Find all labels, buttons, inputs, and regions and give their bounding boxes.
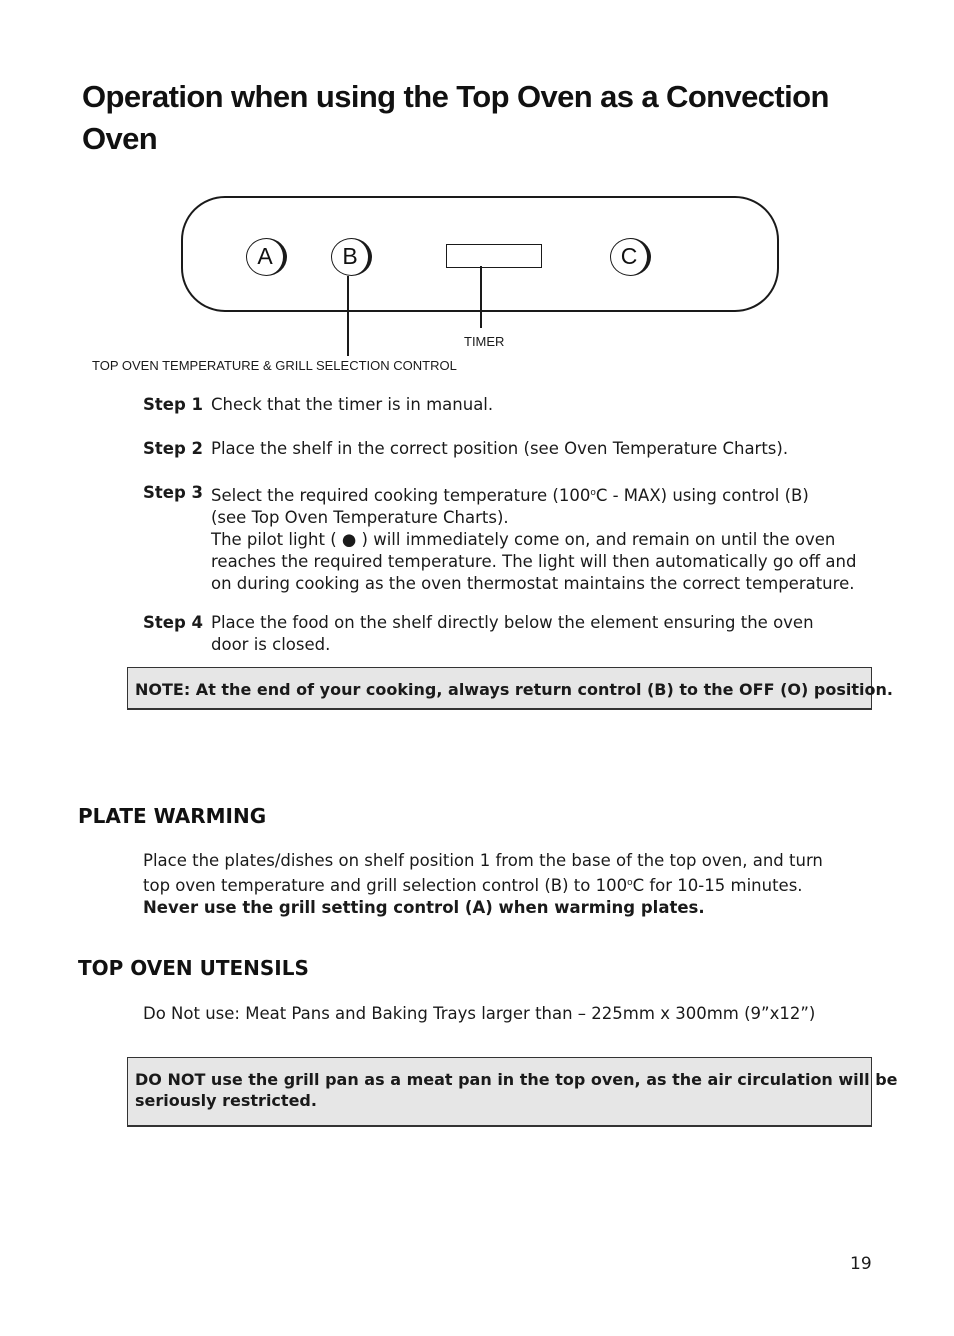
- plate-warming-heading: PLATE WARMING: [78, 804, 267, 828]
- warning-text: seriously restricted.: [135, 1091, 317, 1110]
- step-line: reaches the required temperature. The light will then automatically go off and: [211, 552, 857, 571]
- step-line: Place the shelf in the correct position (see Oven Temperature Charts).: [211, 439, 789, 458]
- step-text: [211, 612, 861, 656]
- degree-sign: o: [590, 488, 596, 498]
- timer-label: TIMER: [464, 334, 505, 349]
- step-line: The pilot light ( ● ) will immediately come on, and remain on until the oven: [211, 530, 836, 549]
- step-label: Step 1: [143, 395, 203, 414]
- step-line: [211, 482, 861, 507]
- degree-sign: o: [627, 878, 633, 888]
- warning-text: DO NOT use the grill pan as a meat pan in the top oven, as the air circulation will be: [135, 1070, 898, 1089]
- timer-leader-line: [480, 266, 482, 328]
- text-run: C for 10-15 minutes.: [632, 876, 803, 895]
- top-oven-utensils-heading: TOP OVEN UTENSILS: [78, 956, 309, 980]
- paragraph-line: [143, 872, 843, 897]
- step-text: [211, 438, 861, 460]
- step-label: Step 2: [143, 439, 203, 458]
- paragraph-line: Place the plates/dishes on shelf position 1 from the base of the top oven, and turn: [143, 851, 823, 870]
- plate-warming-text: [143, 850, 843, 919]
- step-text: [211, 482, 861, 595]
- text-run: C - MAX) using control (B): [595, 486, 809, 505]
- knob-c-icon: C: [610, 238, 651, 276]
- note-box: [127, 667, 893, 710]
- top-oven-utensils-text: [143, 1003, 843, 1025]
- control-label: TOP OVEN TEMPERATURE & GRILL SELECTION CONTROL: [92, 358, 457, 373]
- step-line: Check that the timer is in manual.: [211, 395, 494, 414]
- knob-b-icon: B: [331, 238, 372, 276]
- control-leader-line: [347, 276, 349, 356]
- step-line: (see Top Oven Temperature Charts).: [211, 508, 509, 527]
- page-title: Operation when using the Top Oven as a Convection Oven: [82, 79, 829, 156]
- warning-line: Never use the grill setting control (A) when warming plates.: [143, 898, 705, 917]
- page-number: 19: [850, 1254, 872, 1274]
- step-line: door is closed.: [211, 635, 331, 654]
- step-label: Step 4: [143, 613, 203, 632]
- timer-display: [446, 244, 542, 268]
- note-text: NOTE: At the end of your cooking, always return control (B) to the OFF (O) position.: [135, 680, 893, 699]
- warning-box: [127, 1057, 898, 1127]
- text-run: top oven temperature and grill selection control (B) to 100: [143, 876, 628, 895]
- text-run: Select the required cooking temperature (100: [211, 486, 591, 505]
- paragraph-line: Do Not use: Meat Pans and Baking Trays larger than – 225mm x 300mm (9”x12”): [143, 1004, 816, 1023]
- step-text: [211, 394, 861, 416]
- step-line: Place the food on the shelf directly below the element ensuring the oven: [211, 613, 814, 632]
- step-line: on during cooking as the oven thermostat maintains the correct temperature.: [211, 574, 855, 593]
- step-label: Step 3: [143, 483, 203, 502]
- knob-a-icon: A: [246, 238, 287, 276]
